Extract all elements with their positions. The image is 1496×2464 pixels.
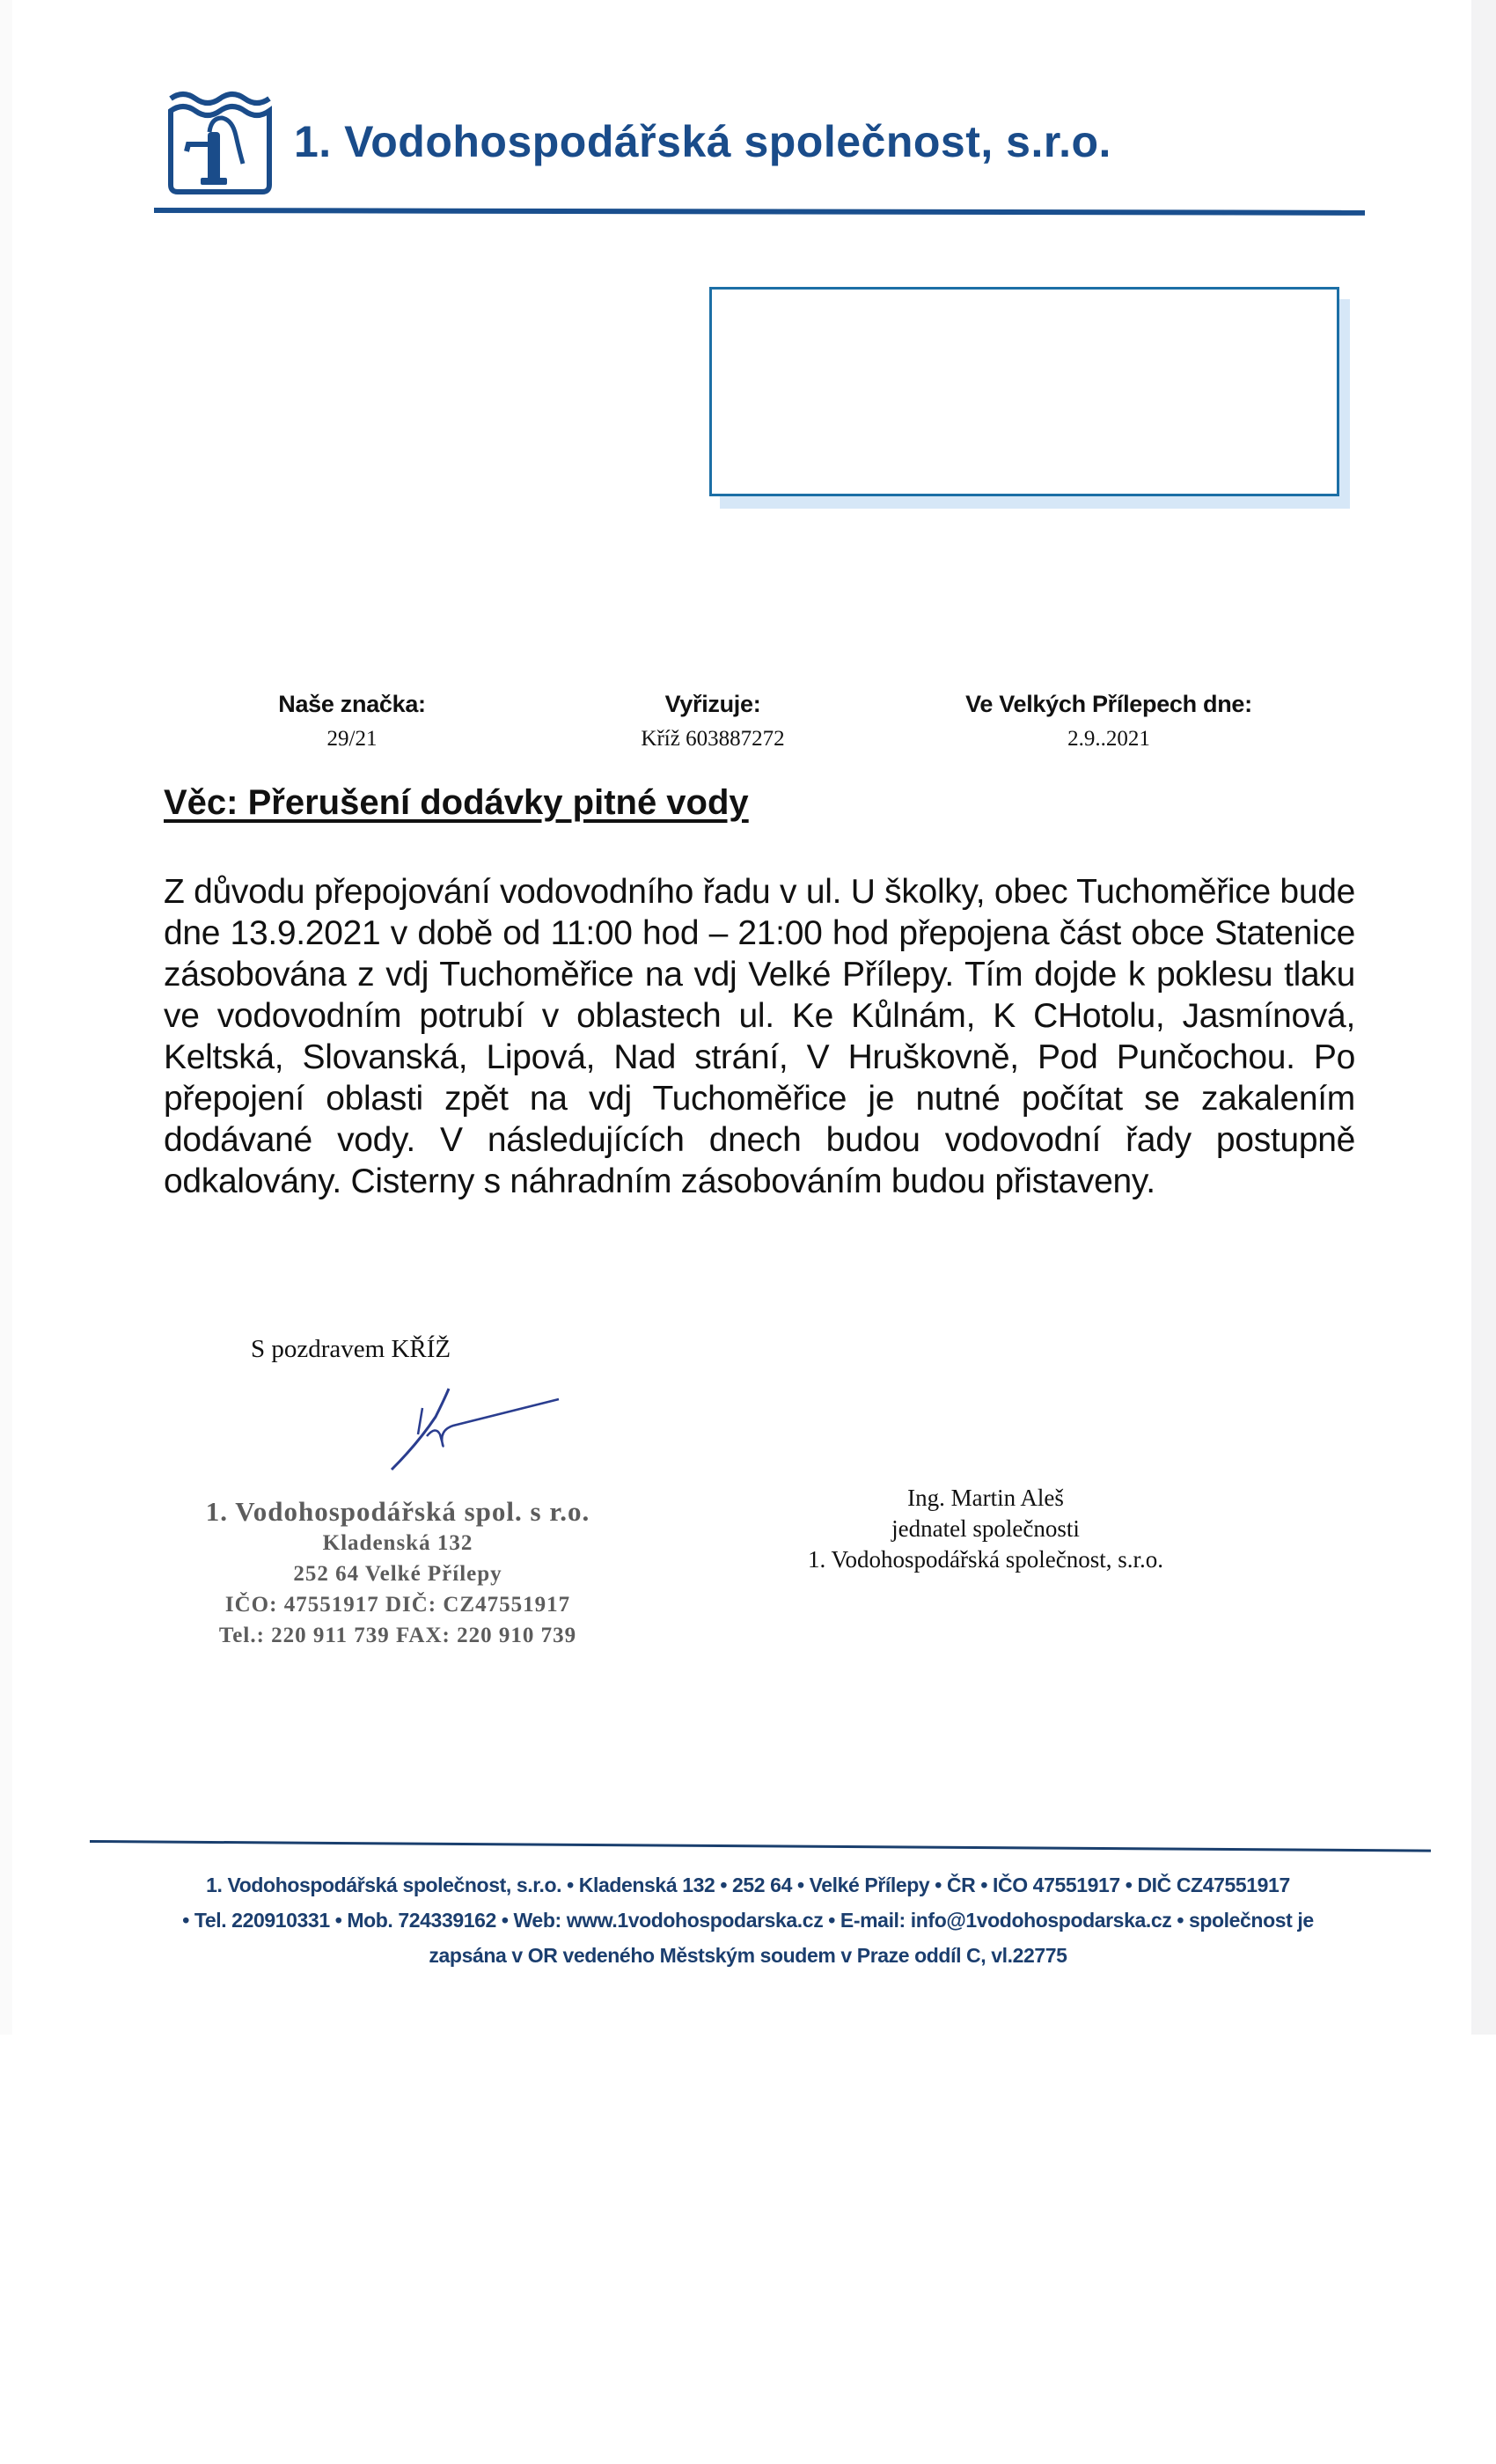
place-date-value: 2.9..2021 bbox=[1067, 727, 1150, 751]
place-date-block bbox=[946, 691, 1272, 752]
footer-line-registry: zapsána v OR vedeného Městským soudem v Praze oddíl C, vl.22775 bbox=[429, 1944, 1067, 1967]
company-name-heading: 1. Vodohospodářská společnost, s.r.o. bbox=[294, 117, 1111, 166]
header-divider bbox=[154, 208, 1365, 216]
signer-name: Ing. Martin Aleš bbox=[907, 1485, 1064, 1511]
stamp-city: 252 64 Velké Přílepy bbox=[293, 1562, 502, 1586]
scan-margin-right bbox=[1471, 0, 1496, 2035]
reference-label: Naše značka: bbox=[278, 691, 426, 717]
handled-by-block bbox=[607, 691, 818, 752]
letter-subject: Věc: Přerušení dodávky pitné vody bbox=[164, 783, 749, 822]
water-pump-icon bbox=[165, 86, 275, 197]
stamp-company: 1. Vodohospodářská spol. s r.o. bbox=[205, 1496, 590, 1527]
reference-value: 29/21 bbox=[326, 727, 378, 751]
footer-line-contacts: • Tel. 220910331 • Mob. 724339162 • Web: www.1vodohospodarska.cz • E-mail: info@1vodohospodarska.cz • společnost je bbox=[182, 1909, 1314, 1932]
place-date-label: Ve Velkých Přílepech dne: bbox=[965, 691, 1252, 717]
stamp-ids: IČO: 47551917 DIČ: CZ47551917 bbox=[224, 1593, 571, 1617]
company-stamp bbox=[204, 1496, 591, 1651]
stamp-phone-fax: Tel.: 220 911 739 FAX: 220 910 739 bbox=[218, 1624, 577, 1647]
reference-block bbox=[264, 691, 440, 752]
scan-margin-left bbox=[0, 0, 12, 2035]
recipient-address-box bbox=[709, 287, 1339, 496]
signer-role: jednatel společnosti bbox=[891, 1515, 1080, 1542]
letter-body: Z důvodu přepojování vodovodního řadu v ul. U školky, obec Tuchoměřice bude dne 13.9.2021 v době od 11:00 hod – 21:00 hod přepojena část obce Statenice zásobována z vdj Tuchoměřice na vdj Velké Přílepy. Tím dojde k poklesu tlaku ve vodovodním potrubí v oblastech ul. Ke Kůlnám, K CHotolu, Jasmínová, Keltská, Slovanská, Lipová, Nad strání, V Hruškovně, Pod Punčochou. Po přepojení oblasti zpět na vdj Tuchoměřice je nutné počítat se zakalením dodávané vody. V následujících dnech budou vodovodní řady postupně odkalovány. Cisterny s náhradním zásobováním budou přistaveny. bbox=[164, 873, 1355, 1200]
signer-block bbox=[766, 1483, 1206, 1575]
handled-by-value: Kříž 603887272 bbox=[641, 727, 785, 751]
handwritten-signature-icon bbox=[374, 1382, 568, 1478]
stamp-street: Kladenská 132 bbox=[322, 1531, 473, 1555]
letterhead-footer bbox=[132, 1867, 1364, 1973]
footer-line-company: 1. Vodohospodářská společnost, s.r.o. • Kladenská 132 • 252 64 • Velké Přílepy • ČR • IČO 47551917 • DIČ CZ47551917 bbox=[206, 1874, 1290, 1896]
signer-company: 1. Vodohospodářská společnost, s.r.o. bbox=[808, 1546, 1163, 1573]
closing-greeting: S pozdravem KŘÍŽ bbox=[251, 1335, 451, 1363]
footer-divider bbox=[90, 1840, 1431, 1852]
handled-by-label: Vyřizuje: bbox=[664, 691, 761, 717]
